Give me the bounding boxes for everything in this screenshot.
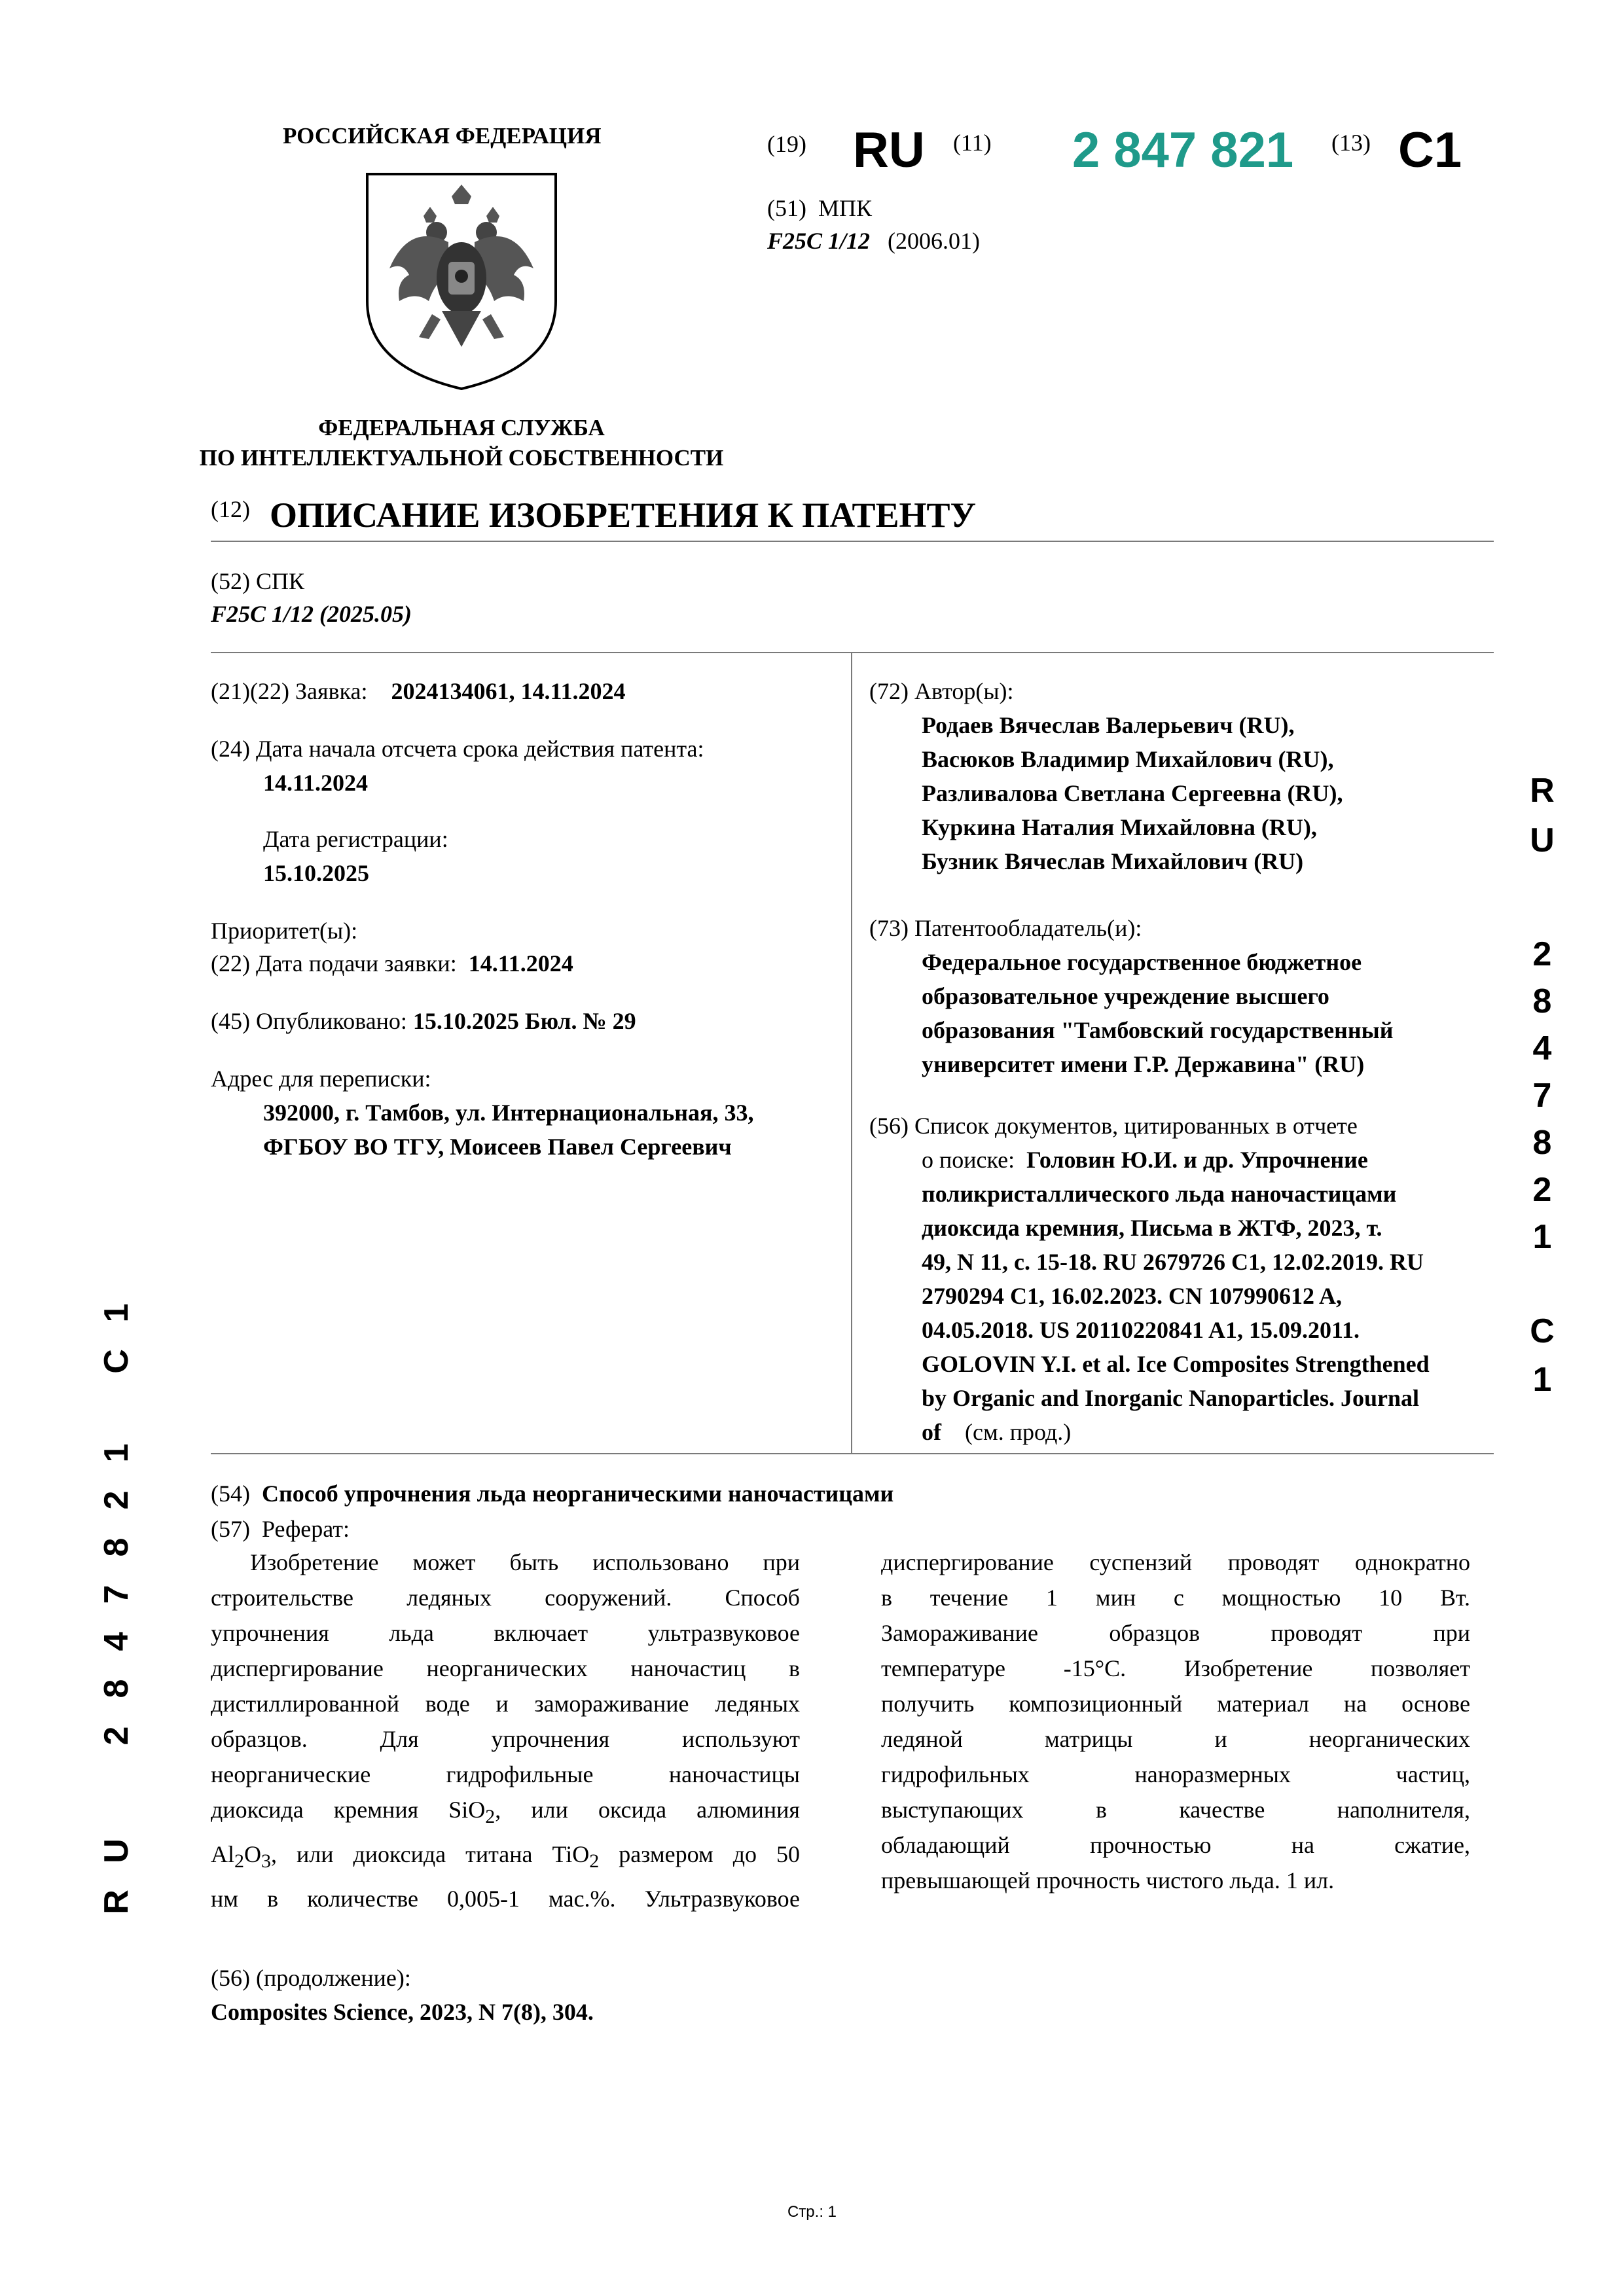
rule-under-title bbox=[211, 541, 1494, 542]
abstract-line: обладающий прочностью на сжатие, bbox=[881, 1832, 1470, 1858]
abstract-line: диоксида кремния SiO$_2$, или оксида алюминия bbox=[211, 1797, 800, 1828]
side-char: 2 bbox=[98, 1490, 135, 1510]
side-char: 1 bbox=[98, 1303, 135, 1323]
side-char: 8 bbox=[1532, 982, 1552, 1020]
side-char: R bbox=[1530, 772, 1555, 810]
abstract-line: гидрофильных наноразмерных частиц, bbox=[881, 1761, 1470, 1787]
inid-code-12: (12) bbox=[211, 496, 250, 522]
abstract-line: Замораживание образцов проводят при bbox=[881, 1620, 1470, 1646]
side-char: 8 bbox=[1532, 1124, 1552, 1162]
published-field: (45) Опубликовано: 15.10.2025 Бюл. № 29 bbox=[211, 1008, 636, 1034]
cited-docs-line-4: 49, N 11, с. 15-18. RU 2679726 C1, 12.02.2019. RU bbox=[922, 1249, 1424, 1275]
country-name: РОССИЙСКАЯ ФЕДЕРАЦИЯ bbox=[283, 123, 602, 149]
column-divider bbox=[851, 653, 852, 1453]
owner-line-4: университет имени Г.Р. Державина" (RU) bbox=[922, 1051, 1365, 1077]
mpk-label: (51) МПК bbox=[767, 195, 873, 221]
abstract-line: температуре -15°C. Изобретение позволяет bbox=[881, 1655, 1470, 1681]
author-1: Родаев Вячеслав Валерьевич (RU), bbox=[922, 712, 1295, 738]
mpk-classification: F25C 1/12 (2006.01) bbox=[767, 228, 981, 254]
abstract-line: выступающих в качестве наполнителя, bbox=[881, 1797, 1470, 1823]
cited-docs-line-5: 2790294 C1, 16.02.2023. CN 107990612 A, bbox=[922, 1283, 1343, 1309]
abstract-line: нм в количестве 0,005-1 мас.%. Ультразвуковое bbox=[211, 1886, 800, 1912]
inid-code-13: (13) bbox=[1331, 130, 1371, 156]
author-4: Куркина Наталия Михайловна (RU), bbox=[922, 814, 1317, 840]
term-start-label: (24) Дата начала отсчета срока действия патента: bbox=[211, 736, 704, 762]
abstract-line: дистиллированной воде и замораживание ледяных bbox=[211, 1691, 800, 1717]
owner-line-2: образовательное учреждение высшего bbox=[922, 983, 1329, 1009]
side-char: 8 bbox=[98, 1679, 135, 1698]
abstract-line: получить композиционный материал на основе bbox=[881, 1691, 1470, 1717]
owner-label: (73) Патентообладатель(и): bbox=[869, 915, 1142, 941]
abstract-line: диспергирование неорганических наночастиц в bbox=[211, 1655, 800, 1681]
coat-of-arms-emblem bbox=[363, 170, 560, 393]
abstract-line: строительстве ледяных сооружений. Способ bbox=[211, 1585, 800, 1611]
owner-line-1: Федеральное государственное бюджетное bbox=[922, 949, 1362, 975]
abstract-line: неорганические гидрофильные наночастицы bbox=[211, 1761, 800, 1787]
side-char: 2 bbox=[1532, 935, 1552, 973]
abstract-label: (57) Реферат: bbox=[211, 1516, 350, 1542]
author-5: Бузник Вячеслав Михайлович (RU) bbox=[922, 848, 1304, 874]
side-char: 2 bbox=[1532, 1171, 1552, 1209]
registration-label: Дата регистрации: bbox=[263, 826, 448, 852]
cited-docs-label: (56) Список документов, цитированных в отчете bbox=[869, 1113, 1358, 1139]
side-char: 7 bbox=[1532, 1077, 1552, 1115]
abstract-left-column bbox=[211, 1545, 800, 1916]
author-2: Васюков Владимир Михайлович (RU), bbox=[922, 746, 1334, 772]
address-label: Адрес для переписки: bbox=[211, 1066, 431, 1092]
address-line-1: 392000, г. Тамбов, ул. Интернациональная, 33, bbox=[263, 1100, 754, 1126]
country-code: RU bbox=[853, 122, 925, 178]
side-char: 8 bbox=[98, 1537, 135, 1557]
inid-code-11: (11) bbox=[953, 130, 992, 156]
document-title: ОПИСАНИЕ ИЗОБРЕТЕНИЯ К ПАТЕНТУ bbox=[270, 495, 977, 535]
rule-under-spk bbox=[211, 652, 1494, 653]
side-char: 4 bbox=[1532, 1030, 1552, 1067]
kind-code: C1 bbox=[1398, 122, 1462, 178]
page-number: Стр.: 1 bbox=[787, 2203, 837, 2221]
owner-line-3: образования "Тамбовский государственный bbox=[922, 1017, 1394, 1043]
side-char: 2 bbox=[98, 1726, 135, 1746]
cited-docs-line-2: поликристаллического льда наночастицами bbox=[922, 1181, 1397, 1207]
abstract-line: образцов. Для упрочнения используют bbox=[211, 1726, 800, 1752]
inid-code-19: (19) bbox=[767, 131, 806, 157]
application-field: (21)(22) Заявка: 2024134061, 14.11.2024 bbox=[211, 678, 626, 704]
cited-docs-line-3: диоксида кремния, Письма в ЖТФ, 2023, т. bbox=[922, 1215, 1382, 1241]
abstract-line: диспергирование суспензий проводят однократно bbox=[881, 1549, 1470, 1575]
authors-label: (72) Автор(ы): bbox=[869, 678, 1014, 704]
registration-value: 15.10.2025 bbox=[263, 860, 369, 886]
agency-line-2: ПО ИНТЕЛЛЕКТУАЛЬНОЙ СОБСТВЕННОСТИ bbox=[199, 445, 724, 471]
side-char: 1 bbox=[1532, 1361, 1552, 1399]
abstract-line: упрочнения льда включает ультразвуковое bbox=[211, 1620, 800, 1646]
side-char: 1 bbox=[98, 1443, 135, 1463]
side-char: C bbox=[98, 1349, 135, 1374]
cited-docs-line-9: of (см. прод.) bbox=[922, 1419, 1072, 1445]
side-char: U bbox=[1530, 821, 1555, 859]
cited-docs-line-8: by Organic and Inorganic Nanoparticles. Journal bbox=[922, 1385, 1420, 1411]
continuation-value: Composites Science, 2023, N 7(8), 304. bbox=[211, 1999, 594, 2025]
filing-date-field: (22) Дата подачи заявки: 14.11.2024 bbox=[211, 950, 573, 977]
agency-line-1: ФЕДЕРАЛЬНАЯ СЛУЖБА bbox=[318, 415, 605, 440]
abstract-line: в течение 1 мин с мощностью 10 Вт. bbox=[881, 1585, 1470, 1611]
invention-title-field: (54) Способ упрочнения льда неорганическими наночастицами bbox=[211, 1480, 894, 1507]
double-headed-eagle-icon bbox=[363, 170, 560, 393]
patent-number: 2 847 821 bbox=[1072, 122, 1294, 178]
term-start-value: 14.11.2024 bbox=[263, 770, 369, 796]
cited-docs-line-1: о поиске: Головин Ю.И. и др. Упрочнение bbox=[922, 1147, 1368, 1173]
rule-under-columns bbox=[211, 1453, 1494, 1454]
side-char: U bbox=[98, 1839, 135, 1863]
abstract-line: $Al_2O_3$, или диоксида титана TiO$_2$ размером до 50 bbox=[211, 1841, 800, 1873]
abstract-right-column bbox=[881, 1545, 1470, 1898]
cited-docs-line-7: GOLOVIN Y.I. et al. Ice Composites Strengthened bbox=[922, 1351, 1430, 1377]
spk-label: (52) СПК bbox=[211, 568, 304, 594]
side-char: 4 bbox=[98, 1632, 135, 1651]
spk-value: F25C 1/12 (2025.05) bbox=[211, 601, 412, 627]
address-line-2: ФГБОУ ВО ТГУ, Моисеев Павел Сергеевич bbox=[263, 1134, 732, 1160]
continuation-label: (56) (продолжение): bbox=[211, 1965, 411, 1991]
side-char: C bbox=[1530, 1312, 1555, 1350]
side-char: 7 bbox=[98, 1585, 135, 1604]
abstract-line: ледяной матрицы и неорганических bbox=[881, 1726, 1470, 1752]
abstract-line: превышающей прочность чистого льда. 1 ил. bbox=[881, 1867, 1335, 1893]
priority-label: Приоритет(ы): bbox=[211, 918, 358, 944]
author-3: Разливалова Светлана Сергеевна (RU), bbox=[922, 780, 1343, 806]
side-char: 1 bbox=[1532, 1218, 1552, 1256]
side-char: R bbox=[98, 1890, 135, 1914]
abstract-line: Изобретение может быть использовано при bbox=[250, 1549, 800, 1575]
cited-docs-line-6: 04.05.2018. US 20110220841 A1, 15.09.2011. bbox=[922, 1317, 1360, 1343]
